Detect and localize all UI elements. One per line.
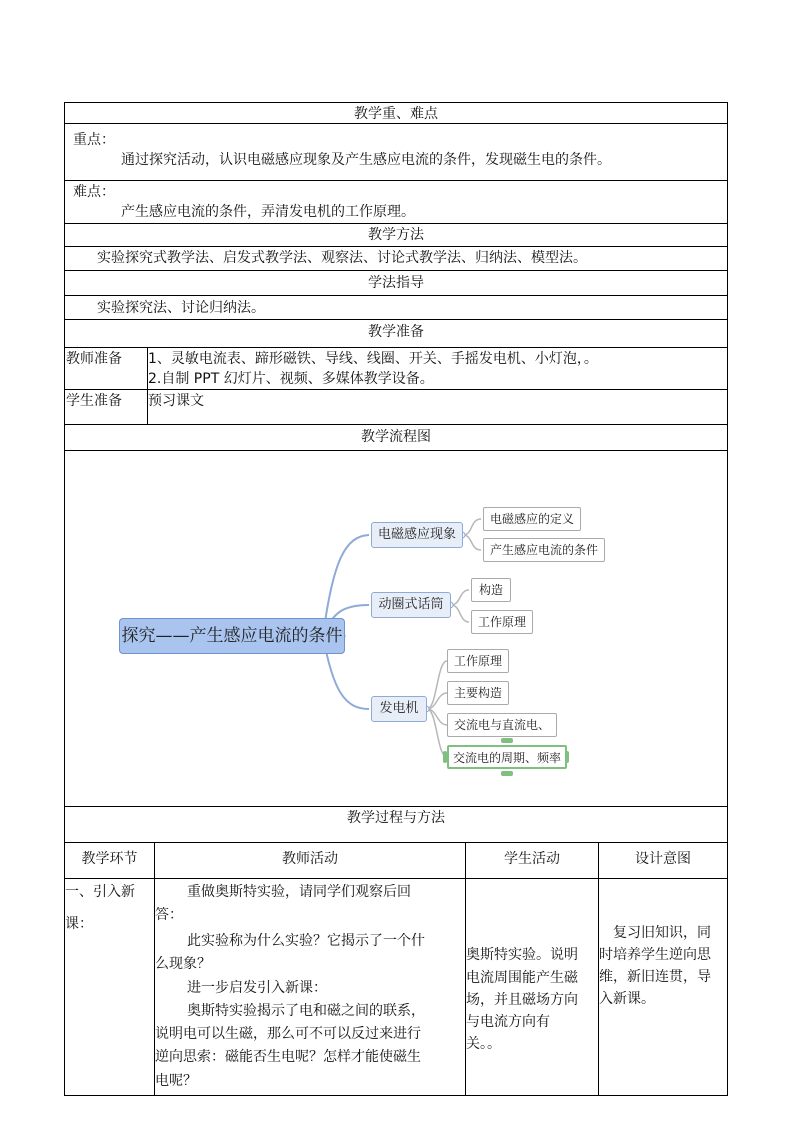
teacher-prep-label-cell [65,348,147,389]
intent-line: 时培养学生逆向思 [599,947,711,963]
intent-line: 复习旧知识，同 [613,925,711,941]
student-line: 关。。 [466,1036,501,1052]
process-row-intro [64,879,728,1096]
mind-map-leaf-generator-structure[interactable]: 主要构造 [447,681,509,705]
student-prep-label-cell [65,390,147,424]
intro-stage-cell [65,879,154,1095]
col-stage-header [65,843,154,878]
student-line: 与电流方向有 [466,1014,550,1030]
col-student-label: 学生活动 [504,851,560,867]
intro-intent-cell [598,879,727,1095]
teacher-prep-row [64,348,728,390]
teacher-line: 奥斯特实验揭示了电和磁之间的联系， [187,1003,425,1019]
teacher-prep-line1: 1、灵敏电流表、蹄形磁铁、导线、线圈、开关、手摇发电机、小灯泡，。 [148,351,598,367]
flow-chart-cell [64,451,728,807]
teacher-line: 逆向思索：磁能否生电呢？怎样才能使磁生 [155,1049,421,1065]
mind-map-branch-generator[interactable]: 发电机 [371,696,427,722]
study-title: 学法指导 [368,275,424,291]
col-stage-label: 教学环节 [81,851,138,867]
teacher-line: 么现象？ [155,956,211,972]
key-points-title: 教学重、难点 [354,106,438,122]
focus-label: 重点： [73,132,115,148]
methods-header [64,224,728,247]
student-prep-row [64,390,728,425]
key-points-header [64,102,728,124]
study-header [64,271,728,296]
student-line: 奥斯特实验。说明 [466,947,578,963]
student-line: 场，并且磁场方向 [466,992,578,1008]
col-intent-label: 设计意图 [635,851,691,867]
mind-map-leaf-induction-conditions[interactable]: 产生感应电流的条件 [483,538,605,562]
mind-map-leaf-ac-period-frequency[interactable]: 交流电的周期、频率 [447,745,567,769]
mind-map-branch-induction[interactable]: 电磁感应现象 [371,522,463,548]
mind-map-leaf-generator-principle[interactable]: 工作原理 [447,649,509,673]
teacher-prep-line2: 2.自制 PPT 幻灯片、视频、多媒体教学设备。 [148,371,434,387]
student-prep-text: 预习课文 [148,393,204,409]
mind-map-branch-microphone[interactable]: 动圈式话筒 [371,592,451,618]
intent-line: 入新课。 [599,991,655,1007]
intro-stage-line2: 课： [65,916,93,932]
teacher-line: 进一步启发引入新课： [187,980,327,996]
teacher-line: 说明电可以生磁，那么可不可以反过来进行 [155,1026,421,1042]
col-student-header [465,843,598,878]
student-prep-content-cell [147,390,727,424]
mind-map-leaf-ac-dc[interactable]: 交流电与直流电、 [447,713,557,737]
study-cell [64,296,728,320]
difficulty-cell [64,181,728,224]
difficulty-label: 难点： [73,184,115,200]
study-text: 实验探究法、讨论归纳法。 [97,300,265,316]
mind-map-root[interactable]: 探究——产生感应电流的条件 [119,618,345,654]
flow-title: 教学流程图 [361,429,431,445]
teacher-prep-label: 教师准备 [66,351,122,367]
intro-teacher-cell [154,879,465,1095]
process-column-header-row [64,843,728,879]
flow-header [64,425,728,451]
intro-student-cell [465,879,598,1095]
methods-cell [64,247,728,271]
mind-map-leaf-microphone-principle[interactable]: 工作原理 [471,610,533,634]
teacher-line: 重做奥斯特实验，请同学们观察后回 [187,884,411,900]
process-title: 教学过程与方法 [347,810,445,826]
teacher-line: 答： [155,907,183,923]
student-line: 电流周围能产生磁 [466,970,578,986]
col-teacher-header [154,843,465,878]
methods-title: 教学方法 [368,227,424,243]
col-intent-header [598,843,727,878]
mind-map-leaf-microphone-structure[interactable]: 构造 [471,578,511,602]
teacher-prep-content-cell [147,348,727,389]
focus-cell [64,124,728,181]
mind-map-leaf-induction-definition[interactable]: 电磁感应的定义 [483,507,581,531]
intro-stage-line1: 一、引入新 [65,884,135,900]
intent-line: 维，新旧连贯，导 [599,969,711,985]
col-teacher-label: 教师活动 [282,851,338,867]
methods-text: 实验探究式教学法、启发式教学法、观察法、讨论式教学法、归纳法、模型法。 [97,250,587,266]
difficulty-text: 产生感应电流的条件，弄清发电机的工作原理。 [121,204,415,220]
prep-header [64,320,728,348]
process-header [64,807,728,843]
focus-text: 通过探究活动，认识电磁感应现象及产生感应电流的条件，发现磁生电的条件。 [121,152,611,168]
student-prep-label: 学生准备 [66,393,122,409]
prep-title: 教学准备 [368,324,424,340]
teacher-line: 此实验称为什么实验？它揭示了一个什 [187,933,425,949]
teacher-line: 电呢？ [155,1073,197,1089]
